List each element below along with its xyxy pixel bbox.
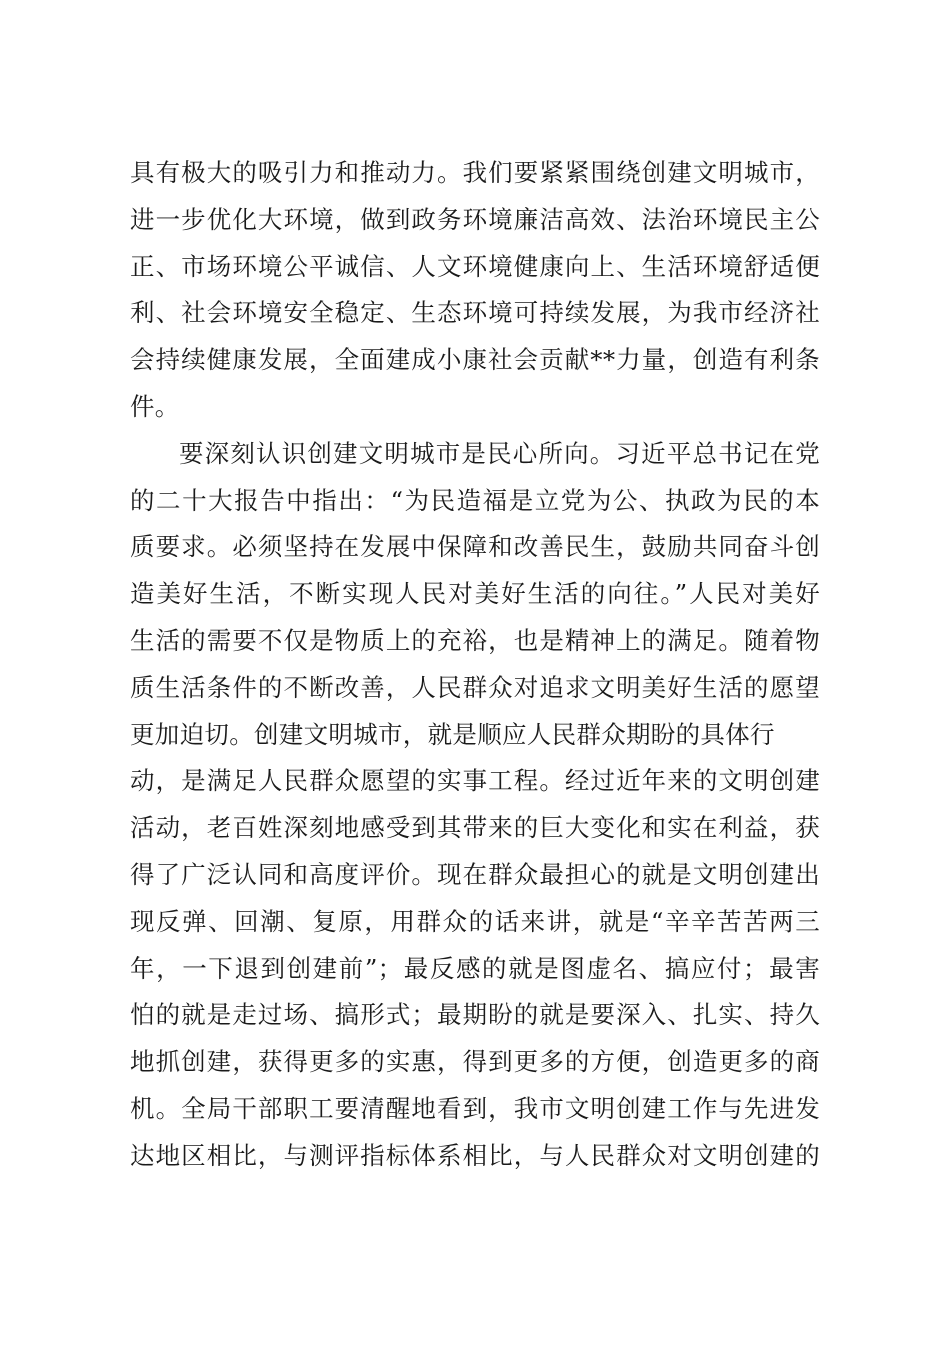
paragraph-line: 会持续健康发展，全面建成小康社会贡献**力量，创造有利条 bbox=[130, 345, 820, 375]
paragraph-line: 达地区相比，与测评指标体系相比，与人民群众对文明创建的 bbox=[130, 1140, 820, 1170]
paragraph-line: 动，是满足人民群众愿望的实事工程。经过近年来的文明创建 bbox=[130, 766, 820, 796]
paragraph-line: 生活的需要不仅是物质上的充裕，也是精神上的满足。随着物 bbox=[130, 625, 820, 655]
paragraph-line: 的二十大报告中指出：“为民造福是立党为公、执政为民的本 bbox=[130, 485, 820, 515]
paragraph-line: 进一步优化大环境，做到政务环境廉洁高效、法治环境民主公 bbox=[130, 204, 820, 234]
paragraph-line: 质要求。必须坚持在发展中保障和改善民生，鼓励共同奋斗创 bbox=[130, 532, 820, 562]
paragraph-line: 件。 bbox=[130, 391, 180, 421]
paragraph-line: 年，一下退到创建前”；最反感的就是图虚名、搞应付；最害 bbox=[130, 953, 820, 983]
paragraph-line: 质生活条件的不断改善，人民群众对追求文明美好生活的愿望 bbox=[130, 672, 820, 702]
paragraph-line: 更加迫切。创建文明城市，就是顺应人民群众期盼的具体行 bbox=[130, 719, 775, 749]
paragraph-line: 现反弹、回潮、复原，用群众的话来讲，就是“辛辛苦苦两三 bbox=[130, 906, 820, 936]
paragraph-line: 地抓创建，获得更多的实惠，得到更多的方便，创造更多的商 bbox=[130, 1047, 820, 1077]
paragraph-1 bbox=[130, 150, 820, 431]
paragraph-line: 活动，老百姓深刻地感受到其带来的巨大变化和实在利益，获 bbox=[130, 813, 820, 843]
paragraph-line: 得了广泛认同和高度评价。现在群众最担心的就是文明创建出 bbox=[130, 859, 820, 889]
paragraph-line: 怕的就是走过场、搞形式；最期盼的就是要深入、扎实、持久 bbox=[130, 1000, 820, 1030]
paragraph-line: 具有极大的吸引力和推动力。我们要紧紧围绕创建文明城市， bbox=[130, 158, 820, 187]
paragraph-line: 要深刻认识创建文明城市是民心所向。习近平总书记在党 bbox=[179, 438, 820, 468]
paragraph-line: 正、市场环境公平诚信、人文环境健康向上、生活环境舒适便 bbox=[130, 251, 820, 281]
paragraph-line: 机。全局干部职工要清醒地看到，我市文明创建工作与先进发 bbox=[130, 1093, 820, 1123]
paragraph-2 bbox=[130, 431, 820, 1180]
paragraph-line: 造美好生活，不断实现人民对美好生活的向往。”人民对美好 bbox=[130, 579, 820, 609]
paragraph-line: 利、社会环境安全稳定、生态环境可持续发展，为我市经济社 bbox=[130, 298, 820, 328]
document-body bbox=[130, 150, 820, 1180]
